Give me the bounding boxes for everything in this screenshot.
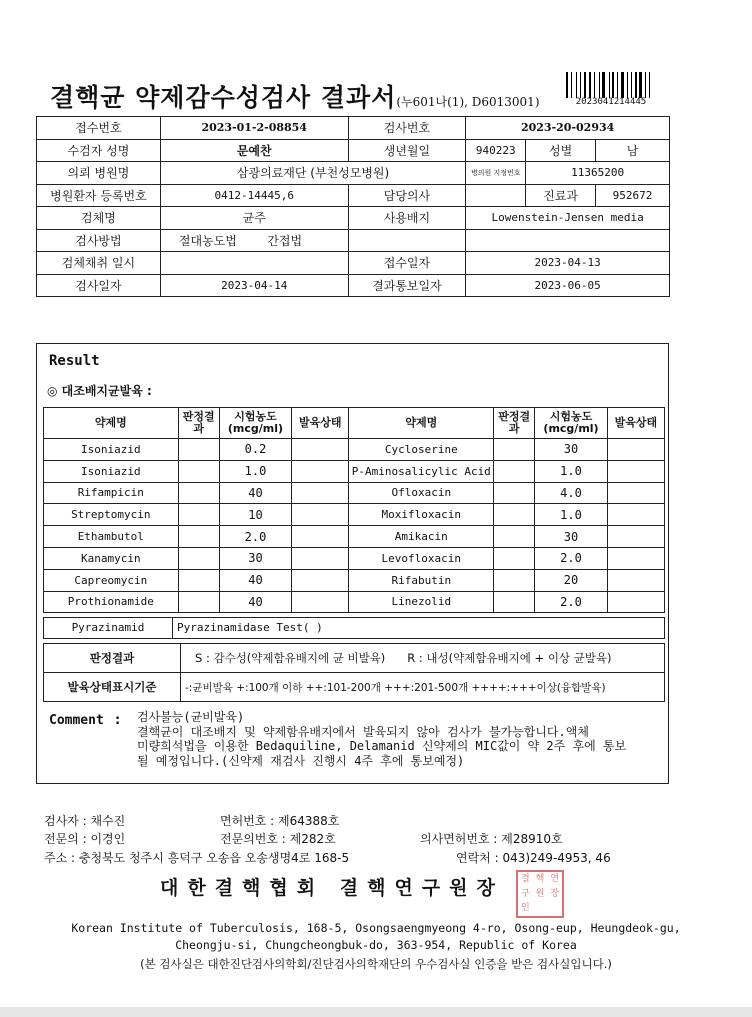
comment-line: 미량희석법을 이용한 Bedaquiline, Delamanid 신약제의 MIC값이 약 2주 후에 통보 xyxy=(137,739,627,753)
barcode-bar xyxy=(645,72,646,98)
barcode-icon xyxy=(566,72,654,98)
test-concentration: 40 xyxy=(219,591,291,613)
organization-name: 대한결핵협회 결핵연구원장 xyxy=(160,877,504,899)
report-title xyxy=(50,78,540,114)
barcode-bar xyxy=(649,72,650,98)
barcode-bar xyxy=(625,72,626,98)
control-medium-heading: ◎ 대조배지균발육 : xyxy=(47,384,152,398)
barcode-bar xyxy=(582,72,583,98)
barcode-bar xyxy=(639,72,642,98)
barcode-bar xyxy=(596,72,598,98)
patient-name: 문예찬 xyxy=(160,139,348,162)
test-date: 2023-04-14 xyxy=(160,274,348,297)
doctor-license: 의사면허번호 : 제28910호 xyxy=(420,832,563,846)
table-row xyxy=(37,139,670,162)
medium-label: 사용배지 xyxy=(348,207,466,230)
drug-name: Amikacin xyxy=(349,526,494,548)
growth-criteria: -:균비발육 +:100개 이하 ++:101-200개 +++:201-500개 ++++:+++이상(융합발육) xyxy=(181,673,665,702)
col-judge: 판정결과 xyxy=(178,408,219,439)
barcode-bar xyxy=(594,72,595,98)
seal-glyph: 연 xyxy=(550,874,560,884)
growth-label: 발육상태표시기준 xyxy=(44,673,181,702)
judge-label: 판정결과 xyxy=(44,644,181,673)
table-row xyxy=(37,117,670,140)
test-concentration: 30 xyxy=(535,439,607,461)
reg-no-label: 병원환자 등록번호 xyxy=(37,184,161,207)
barcode-number: 2023041214445 xyxy=(575,97,647,107)
table-row xyxy=(44,569,665,591)
comment-text xyxy=(137,710,657,768)
barcode-bar xyxy=(629,72,631,98)
drug-name: Ofloxacin xyxy=(349,482,494,504)
report-date: 2023-06-05 xyxy=(466,274,670,297)
result-section xyxy=(36,343,669,784)
barcode-bar xyxy=(617,72,618,98)
judge-result xyxy=(494,591,535,613)
specimen-label: 검체명 xyxy=(37,207,161,230)
barcode-bar xyxy=(578,72,580,98)
growth-status xyxy=(607,526,664,548)
table-row xyxy=(37,274,670,297)
drug-name: P-Aminosalicylic Acid xyxy=(349,460,494,482)
col-growth: 발육상태 xyxy=(607,408,664,439)
reg-no: 0412-14445,6 xyxy=(160,184,348,207)
drug-name: Isoniazid xyxy=(44,439,179,461)
judge-result xyxy=(494,526,535,548)
hospital-name: 삼광의료재단 (부천성모병원) xyxy=(160,162,465,185)
test-concentration: 30 xyxy=(219,547,291,569)
barcode-bar xyxy=(599,72,600,98)
growth-status xyxy=(292,504,349,526)
doctor-name xyxy=(466,184,526,207)
method-absolute: 절대농도법 xyxy=(178,233,237,248)
barcode-bar xyxy=(587,72,588,98)
barcode-bar xyxy=(651,72,653,98)
table-row xyxy=(37,229,670,252)
barcode-bar xyxy=(631,72,632,98)
barcode-bar xyxy=(615,72,616,98)
english-address-line: Cheongju-si, Chungcheongbuk-do, 363-954, Republic of Korea xyxy=(175,938,577,952)
drug-name: Kanamycin xyxy=(44,547,179,569)
test-concentration: 20 xyxy=(535,569,607,591)
barcode-bar xyxy=(610,72,611,98)
growth-status xyxy=(607,504,664,526)
drug-name: Capreomycin xyxy=(44,569,179,591)
sex-value: 남 xyxy=(596,139,670,162)
test-concentration: 2.0 xyxy=(219,526,291,548)
table-row xyxy=(37,207,670,230)
barcode-bar xyxy=(606,72,608,98)
seal-glyph: 장 xyxy=(550,888,560,899)
test-concentration: 40 xyxy=(219,569,291,591)
official-seal-icon xyxy=(516,870,564,918)
barcode-bar xyxy=(584,72,586,98)
growth-status xyxy=(292,569,349,591)
judge-result xyxy=(178,439,219,461)
judge-result xyxy=(494,504,535,526)
test-concentration: 1.0 xyxy=(535,504,607,526)
judge-result xyxy=(178,482,219,504)
barcode-bar xyxy=(569,72,570,98)
growth-status xyxy=(607,569,664,591)
seal-glyph: 핵 xyxy=(535,874,545,884)
judge-result xyxy=(178,547,219,569)
test-no-label: 검사번호 xyxy=(348,117,466,140)
method-indirect: 간접법 xyxy=(267,233,303,248)
col-judge: 판정결과 xyxy=(494,408,535,439)
growth-status xyxy=(607,482,664,504)
report-date-label: 결과통보일자 xyxy=(348,274,466,297)
form-code: (누601나(1), D6013001) xyxy=(396,95,540,109)
judge-result xyxy=(178,460,219,482)
comment-line: 결핵균이 대조배지 및 약제함유배지에서 발육되지 않아 검사가 불가능합니다.액체 xyxy=(137,724,589,739)
col-drug: 약제명 xyxy=(349,408,494,439)
barcode-bar xyxy=(566,72,568,98)
result-title: Result xyxy=(49,353,100,369)
table-row xyxy=(44,460,665,482)
judge-result xyxy=(494,482,535,504)
table-row xyxy=(44,547,665,569)
table-row xyxy=(44,591,665,613)
table-row xyxy=(37,252,670,275)
judge-criteria xyxy=(181,644,665,673)
growth-status xyxy=(607,460,664,482)
table-row xyxy=(44,504,665,526)
barcode-bar xyxy=(609,72,610,98)
drug-name: Cycloserine xyxy=(349,439,494,461)
specialist: 전문의 : 이경인 xyxy=(44,832,126,846)
table-row xyxy=(44,526,665,548)
drug-name: Rifampicin xyxy=(44,482,179,504)
drug-name: Rifabutin xyxy=(349,569,494,591)
drug-name: Moxifloxacin xyxy=(349,504,494,526)
judge-result xyxy=(178,569,219,591)
comment-colon: : xyxy=(115,713,121,728)
tester-license: 면허번호 : 제64388호 xyxy=(220,814,340,828)
col-conc: 시험농도(mcg/ml) xyxy=(535,408,607,439)
receipt-no-label: 접수번호 xyxy=(37,117,161,140)
judge-result xyxy=(494,547,535,569)
method-label: 검사방법 xyxy=(37,229,161,252)
test-concentration: 10 xyxy=(219,504,291,526)
barcode-bar xyxy=(592,72,593,98)
empty-cell xyxy=(466,229,670,252)
barcode-bar xyxy=(600,72,601,98)
comment-label: Comment xyxy=(49,713,104,728)
growth-status xyxy=(607,591,664,613)
judge-resistant: R : 내성(약제함유배지에 + 이상 균발육) xyxy=(407,651,612,665)
seal-glyph: 원 xyxy=(535,888,545,899)
title-text: 결핵균 약제감수성검사 결과서 xyxy=(50,83,397,112)
method-values xyxy=(160,229,348,252)
barcode-bar xyxy=(638,72,639,98)
col-conc: 시험농도(mcg/ml) xyxy=(219,408,291,439)
barcode-bar xyxy=(612,72,614,98)
hospital-code: 11365200 xyxy=(526,162,670,185)
medium-value: Lowenstein-Jensen media xyxy=(466,207,670,230)
hospital-label: 의뢰 병원명 xyxy=(37,162,161,185)
barcode-bar xyxy=(571,72,572,98)
barcode-bar xyxy=(635,72,637,98)
legend-table xyxy=(43,643,665,702)
growth-status xyxy=(607,547,664,569)
receipt-no: 2023-01-2-08854 xyxy=(160,117,348,140)
test-concentration: 2.0 xyxy=(535,591,607,613)
table-row xyxy=(44,439,665,461)
barcode-bar xyxy=(621,72,624,98)
growth-status xyxy=(292,591,349,613)
specimen-value: 균주 xyxy=(160,207,348,230)
judge-susceptible: S : 감수성(약제함유배지에 균 비발육) xyxy=(195,651,386,665)
judge-result xyxy=(494,569,535,591)
drug-name: Prothionamide xyxy=(44,591,179,613)
table-row xyxy=(37,162,670,185)
barcode-bar xyxy=(647,72,649,98)
specialist-number: 전문의번호 : 제282호 xyxy=(220,832,336,846)
growth-status xyxy=(292,460,349,482)
english-address-line: Korean Institute of Tuberculosis, 168-5, Osongsaengmyeong 4-ro, Osong-eup, Heungdeok-gu, xyxy=(71,921,681,935)
bottom-bar xyxy=(0,1007,752,1017)
judge-result xyxy=(178,504,219,526)
growth-status xyxy=(292,547,349,569)
dept-label: 진료과 xyxy=(526,184,596,207)
col-drug: 약제명 xyxy=(44,408,179,439)
judge-result xyxy=(178,591,219,613)
empty-cell xyxy=(348,229,466,252)
pyrazinamide-row xyxy=(43,617,665,639)
test-concentration: 2.0 xyxy=(535,547,607,569)
seal-glyph: 결 xyxy=(520,874,530,884)
judge-result xyxy=(494,460,535,482)
seal-glyph: 구 xyxy=(520,888,530,899)
test-concentration: 30 xyxy=(535,526,607,548)
barcode-bar xyxy=(627,72,628,98)
tester: 검사자 : 채수진 xyxy=(44,814,126,828)
drug-name: Isoniazid xyxy=(44,460,179,482)
dept-value: 952672 xyxy=(596,184,670,207)
barcode-bar xyxy=(589,72,592,98)
pza-label: Pyrazinamid xyxy=(44,618,173,638)
address: 주소 : 충청북도 청주시 흥덕구 오송읍 오송생명4로 168-5 xyxy=(44,851,350,865)
drug-name: Linezolid xyxy=(349,591,494,613)
recv-date: 2023-04-13 xyxy=(466,252,670,275)
table-row xyxy=(44,482,665,504)
test-concentration: 40 xyxy=(219,482,291,504)
growth-status xyxy=(292,482,349,504)
barcode-bar xyxy=(602,72,605,98)
comment-line: 될 예정입니다.(신약제 재검사 진행시 4주 후에 통보예정) xyxy=(137,753,465,768)
table-row xyxy=(37,184,670,207)
barcode-bar xyxy=(580,72,581,98)
growth-status xyxy=(292,526,349,548)
barcode-bar xyxy=(633,72,634,98)
seal-glyph: 인 xyxy=(520,903,530,914)
table-row xyxy=(44,644,665,673)
test-no: 2023-20-02934 xyxy=(466,117,670,140)
recv-date-label: 접수일자 xyxy=(348,252,466,275)
barcode-bar xyxy=(643,72,644,98)
barcode-bar xyxy=(619,72,621,98)
pza-test: Pyrazinamidase Test( ) xyxy=(177,621,323,634)
drug-name: Levofloxacin xyxy=(349,547,494,569)
barcode-bar xyxy=(572,72,575,98)
table-header-row xyxy=(44,408,665,439)
growth-status xyxy=(607,439,664,461)
phone: 연락처 : 043)249-4953, 46 xyxy=(456,851,611,865)
barcode-bar xyxy=(576,72,577,98)
judge-result xyxy=(178,526,219,548)
collect-label: 검체채취 일시 xyxy=(37,252,161,275)
test-concentration: 0.2 xyxy=(219,439,291,461)
growth-status xyxy=(292,439,349,461)
table-row xyxy=(44,673,665,702)
doctor-label: 담당의사 xyxy=(348,184,466,207)
certification-note: (본 검사실은 대한진단검사의학회/진단검사의학재단의 우수검사실 인증을 받은 검사실입니다.) xyxy=(140,957,612,971)
birth-label: 생년월일 xyxy=(348,139,466,162)
drug-table xyxy=(43,407,665,613)
test-concentration: 4.0 xyxy=(535,482,607,504)
judge-result xyxy=(494,439,535,461)
col-growth: 발육상태 xyxy=(292,408,349,439)
test-date-label: 검사일자 xyxy=(37,274,161,297)
test-concentration: 1.0 xyxy=(219,460,291,482)
birth-date: 940223 xyxy=(466,139,526,162)
collect-value xyxy=(160,252,348,275)
drug-name: Streptomycin xyxy=(44,504,179,526)
patient-info-table xyxy=(36,116,670,297)
drug-name: Ethambutol xyxy=(44,526,179,548)
patient-label: 수검자 성명 xyxy=(37,139,161,162)
test-concentration: 1.0 xyxy=(535,460,607,482)
hospital-code-label: 병의원 지정번호 xyxy=(466,162,526,185)
sex-label: 성별 xyxy=(526,139,596,162)
comment-line: 검사불능(균비발육) xyxy=(137,710,245,724)
